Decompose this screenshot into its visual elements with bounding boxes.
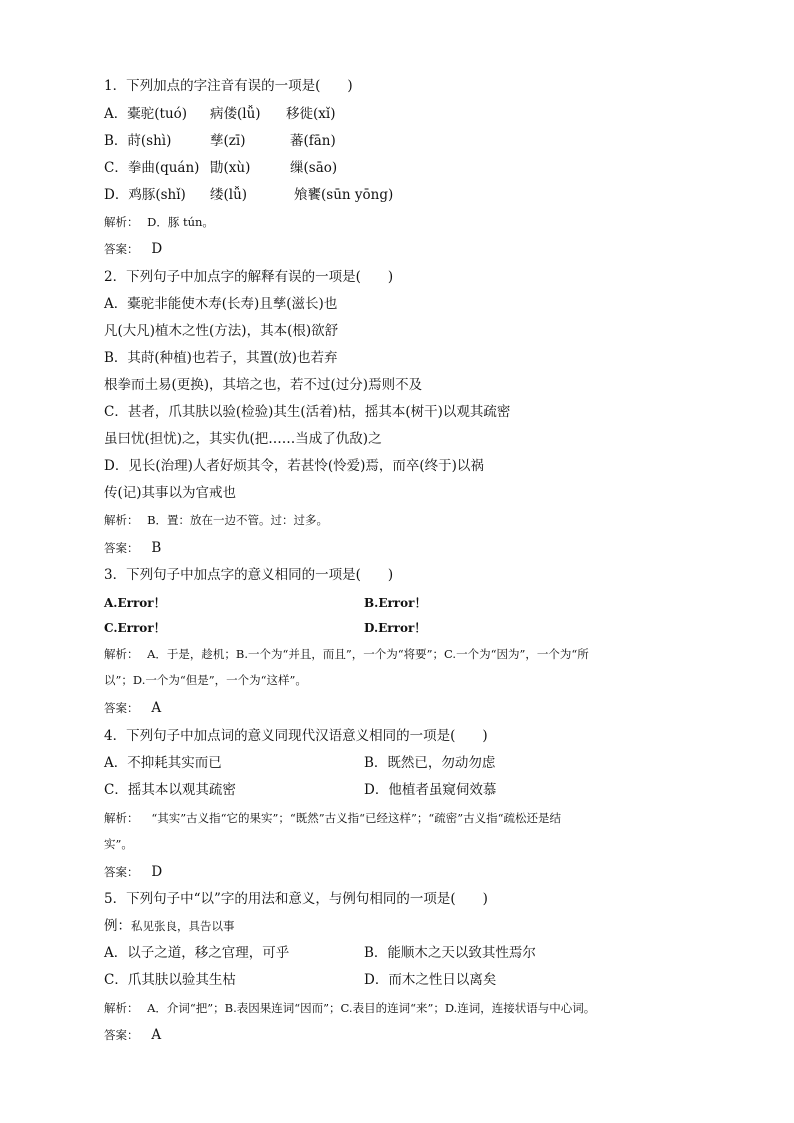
q5-option-c: C．爪其肤以验其生枯 xyxy=(104,972,236,988)
q1-stem: 1．下列加点的字注音有误的一项是( ) xyxy=(104,78,353,94)
q1-option-c xyxy=(104,158,338,178)
q1-d-2: 缕(lǚ) xyxy=(210,187,248,203)
q3-analysis-line-1 xyxy=(104,644,589,664)
q3-analysis-label: 解析： xyxy=(104,647,139,661)
q4-options-cd xyxy=(104,780,497,800)
q2-line-6: 虽曰忧(担忧)之，其实仇(把……当成了仇敌)之 xyxy=(104,431,382,447)
q1-d-1: D．鸡豚(shǐ) xyxy=(104,187,186,203)
q4-analysis-text-2: 实”。 xyxy=(104,837,133,851)
q5-options-cd xyxy=(104,970,497,990)
q1-option-a xyxy=(104,104,336,124)
q2-line-2: 凡(大凡)植木之性(方法)，其本(根)欲舒 xyxy=(104,323,339,339)
q5-analysis-label: 解析： xyxy=(104,1001,139,1015)
q1-c-2: 勖(xù) xyxy=(210,160,251,176)
q4-option-c: C．摇其本以观其疏密 xyxy=(104,782,236,798)
q5-example-text: 私见张良，具告以事 xyxy=(131,919,235,933)
q1-analysis xyxy=(104,212,214,232)
q3-answer-label: 答案： xyxy=(104,701,139,715)
q1-analysis-label: 解析： xyxy=(104,215,139,229)
q2-analysis-label: 解析： xyxy=(104,513,139,527)
q1-a-1: A．橐驼(tuó) xyxy=(104,106,188,122)
q3-stem: 3．下列句子中加点字的意义相同的一项是( ) xyxy=(104,567,394,583)
q2-answer xyxy=(104,538,161,558)
q5-options-ab xyxy=(104,943,536,963)
q1-b-2: 孳(zī) xyxy=(210,133,246,149)
q5-answer-label: 答案： xyxy=(104,1028,139,1042)
q4-analysis-label: 解析： xyxy=(104,811,139,825)
q3-option-d: D.Error！ xyxy=(364,621,427,635)
q2-line-5: C．甚者，爪其肤以验(检验)其生(活着)枯，摇其本(树干)以观其疏密 xyxy=(104,404,511,420)
q3-option-b: B.Error！ xyxy=(364,596,427,610)
q1-a-2: 病偻(lǚ) xyxy=(210,106,261,122)
q5-option-a: A．以子之道，移之官理，可乎 xyxy=(104,945,290,961)
q5-answer xyxy=(104,1025,161,1045)
q2-line-1: A．橐驼非能使木寿(长寿)且孳(滋长)也 xyxy=(104,296,338,312)
q1-b-3: 蕃(fān) xyxy=(290,133,336,149)
q4-analysis-line-2 xyxy=(104,834,133,854)
q3-options-cd xyxy=(104,618,427,638)
q3-analysis-line-2 xyxy=(104,670,307,690)
q1-option-d xyxy=(104,185,394,205)
q5-answer-value: A xyxy=(151,1027,162,1043)
q1-analysis-text: D．豚 tún。 xyxy=(147,215,214,229)
q2-line-3: B．其莳(种植)也若子，其置(放)也若弃 xyxy=(104,350,338,366)
q5-stem: 5．下列句子中“以”字的用法和意义，与例句相同的一项是( ) xyxy=(104,891,488,907)
q1-c-3: 缫(sāo) xyxy=(290,160,338,176)
q1-c-1: C．拳曲(quán) xyxy=(104,160,200,176)
q4-analysis-line-1 xyxy=(104,808,561,828)
q4-option-d: D．他植者虽窥伺效慕 xyxy=(364,782,497,798)
q3-option-a: A.Error！ xyxy=(104,596,166,610)
q4-analysis-text-1: “其实”古义指“它的果实”；“既然”古义指“已经这样”；“疏密”古义指“疏松还是结 xyxy=(151,811,562,825)
q4-answer xyxy=(104,862,162,882)
q3-analysis-text-2: 以”；D.一个为“但是”，一个为“这样”。 xyxy=(104,673,307,687)
q4-option-a: A．不抑耗其实而已 xyxy=(104,755,222,771)
q1-answer-value: D xyxy=(151,241,163,257)
q3-answer xyxy=(104,698,161,718)
q4-answer-value: D xyxy=(151,864,163,880)
q3-analysis-text-1: A．于是，趁机；B.一个为“并且，而且”，一个为“将要”；C.一个为“因为”，一个为“所 xyxy=(147,647,589,661)
q2-analysis xyxy=(104,510,328,530)
q5-analysis-text: A．介词“把”；B.表因果连词“因而”；C.表目的连词“来”；D.连词，连接状语与中心词。 xyxy=(147,1001,596,1015)
q2-analysis-text: B．置：放在一边不管。过：过多。 xyxy=(147,513,329,527)
q1-d-3: 飧饔(sūn yōng) xyxy=(294,187,394,203)
q3-answer-value: A xyxy=(151,700,162,716)
q2-answer-value: B xyxy=(151,540,162,556)
q2-answer-label: 答案： xyxy=(104,541,139,555)
q4-option-b: B．既然已，勿动勿虑 xyxy=(364,755,496,771)
q2-stem: 2．下列句子中加点字的解释有误的一项是( ) xyxy=(104,269,394,285)
q1-answer-label: 答案： xyxy=(104,242,139,256)
q5-option-d: D．而木之性日以离矣 xyxy=(364,972,497,988)
q2-line-4: 根拳而土易(更换)，其培之也，若不过(过分)焉则不及 xyxy=(104,377,423,393)
q1-a-3: 移徙(xǐ) xyxy=(286,106,336,122)
q5-analysis xyxy=(104,998,595,1018)
q4-stem: 4．下列句子中加点词的意义同现代汉语意义相同的一项是( ) xyxy=(104,728,488,744)
q5-example xyxy=(104,916,235,936)
q1-option-b xyxy=(104,131,336,151)
q5-option-b: B．能顺木之天以致其性焉尔 xyxy=(364,945,536,961)
q4-options-ab xyxy=(104,753,496,773)
q2-line-7: D．见长(治理)人者好烦其令，若甚怜(怜爱)焉，而卒(终于)以祸 xyxy=(104,458,484,474)
q1-answer xyxy=(104,239,162,259)
q3-option-c: C.Error！ xyxy=(104,621,166,635)
q3-options-ab xyxy=(104,593,427,613)
q4-answer-label: 答案： xyxy=(104,865,139,879)
q2-line-8: 传(记)其事以为官戒也 xyxy=(104,485,237,501)
q5-example-label: 例： xyxy=(104,918,131,934)
q1-b-1: B．莳(shì) xyxy=(104,133,172,149)
